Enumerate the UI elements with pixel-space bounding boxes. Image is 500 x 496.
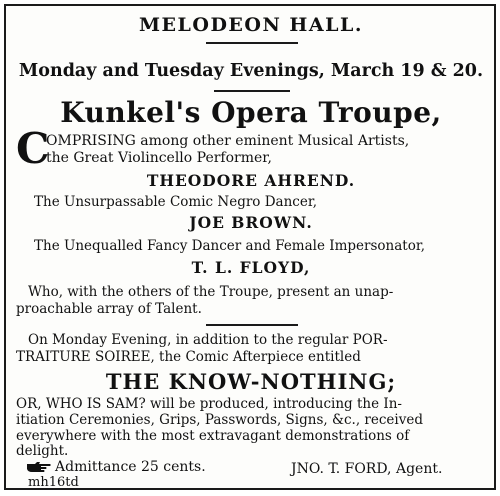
afterpiece-line-4: delight. (16, 443, 69, 459)
performer-name-theodore: THEODORE AHREND. (146, 171, 356, 190)
divider-rule (206, 42, 298, 44)
afterpiece-line-1: OR, WHO IS SAM? will be produced, introducing the In- (16, 396, 402, 412)
performer-name-joe: JOE BROWN. (189, 213, 313, 232)
event-dates: Monday and Tuesday Evenings, March 19 & 20. (18, 61, 484, 81)
afterpiece-line-2: itiation Ceremonies, Grips, Passwords, Signs, &c., received (16, 412, 423, 428)
afterpiece-line-3: everywhere with the most extravagant demonstrations of (16, 428, 410, 444)
monday-line-1: On Monday Evening, in addition to the regular POR- (28, 332, 388, 348)
drop-cap-letter: C (16, 124, 50, 173)
agent-signature: JNO. T. FORD, Agent. (291, 461, 443, 477)
talent-line-1: Who, with the others of the Troupe, present an unap- (28, 284, 394, 300)
performer-description-joe: The Unsurpassable Comic Negro Dancer, (34, 194, 318, 210)
divider-rule (214, 90, 290, 92)
comprising-line-2: the Great Violincello Performer, (46, 150, 272, 166)
advertisement (4, 4, 496, 490)
performer-name-floyd: T. L. FLOYD, (191, 258, 311, 277)
reference-code: mh16td (28, 475, 79, 490)
admittance-text: Admittance 25 cents. (55, 459, 206, 475)
talent-line-2: proachable array of Talent. (16, 301, 202, 317)
troupe-name: Kunkel's Opera Troupe, (60, 96, 442, 129)
pointing-hand-icon (26, 461, 52, 473)
divider-rule (206, 324, 298, 326)
afterpiece-title: THE KNOW-NOTHING; (105, 369, 397, 394)
comprising-line-1: OMPRISING among other eminent Musical Artists, (46, 133, 410, 149)
performer-description-floyd: The Unequalled Fancy Dancer and Female Impersonator, (34, 238, 426, 254)
monday-line-2: TRAITURE SOIREE, the Comic Afterpiece entitled (16, 349, 361, 365)
venue-title: MELODEON HALL. (139, 14, 363, 36)
